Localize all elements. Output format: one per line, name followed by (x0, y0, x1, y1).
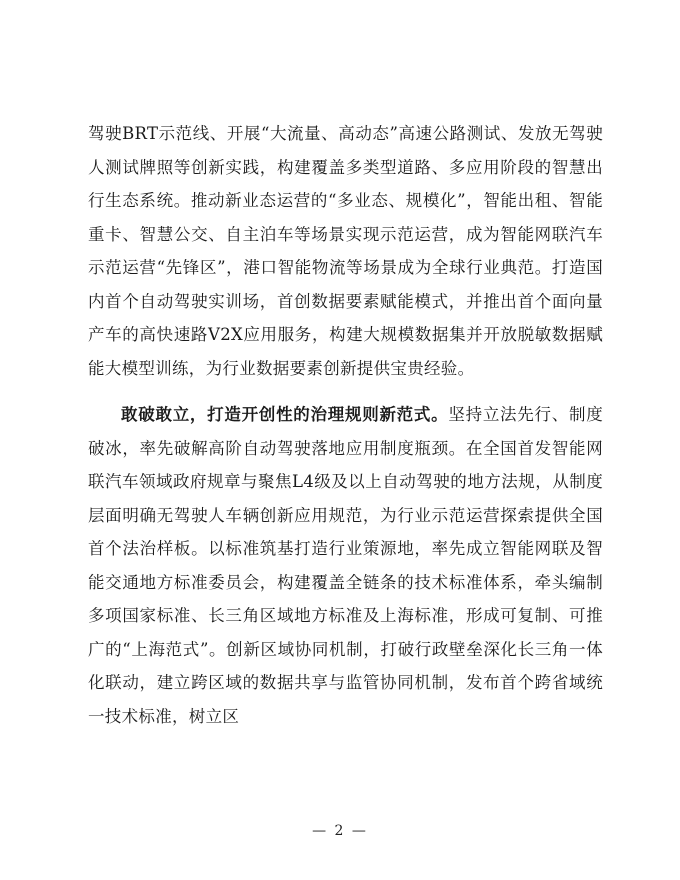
page-number: — 2 — (312, 823, 368, 839)
paragraph-2 (88, 398, 603, 733)
body-text (88, 117, 603, 733)
paragraph-2-lead: 敢破敢立，打造开创性的治理规则新范式。 (121, 405, 449, 424)
paragraph-2-text: 坚持立法先行、制度破冰，率先破解高阶自动驾驶落地应用制度瓶颈。在全国首发智能网联汽车领域政府规章与聚焦L4级及以上自动驾驶的地方法规，从制度层面明确无驾驶人车辆创新应用规范，为行业示范运营探索提供全国首个法治样板。以标准筑基打造行业策源地，率先成立智能网联及智能交通地方标准委员会，构建覆盖全链条的技术标准体系，牵头编制多项国家标准、长三角区域地方标准及上海标准，形成可复制、可推广的“上海范式”。创新区域协同机制，打破行政壁垒深化长三角一体化联动，建立跨区域的数据共享与监管协同机制，发布首个跨省域统一技术标准，树立区 (88, 405, 603, 726)
paragraph-1 (88, 117, 603, 385)
paragraph-1-text: 驾驶BRT示范线、开展“大流量、高动态”高速公路测试、发放无驾驶人测试牌照等创新实践，构建覆盖多类型道路、多应用阶段的智慧出行生态系统。推动新业态运营的“多业态、规模化”，智能出租、智能重卡、智慧公交、自主泊车等场景实现示范运营，成为智能网联汽车示范运营“先锋区”，港口智能物流等场景成为全球行业典范。打造国内首个自动驾驶实训场，首创数据要素赋能模式，并推出首个面向量产车的高快速路V2X应用服务，构建大规模数据集并开放脱敏数据赋能大模型训练，为行业数据要素创新提供宝贵经验。 (88, 124, 603, 378)
